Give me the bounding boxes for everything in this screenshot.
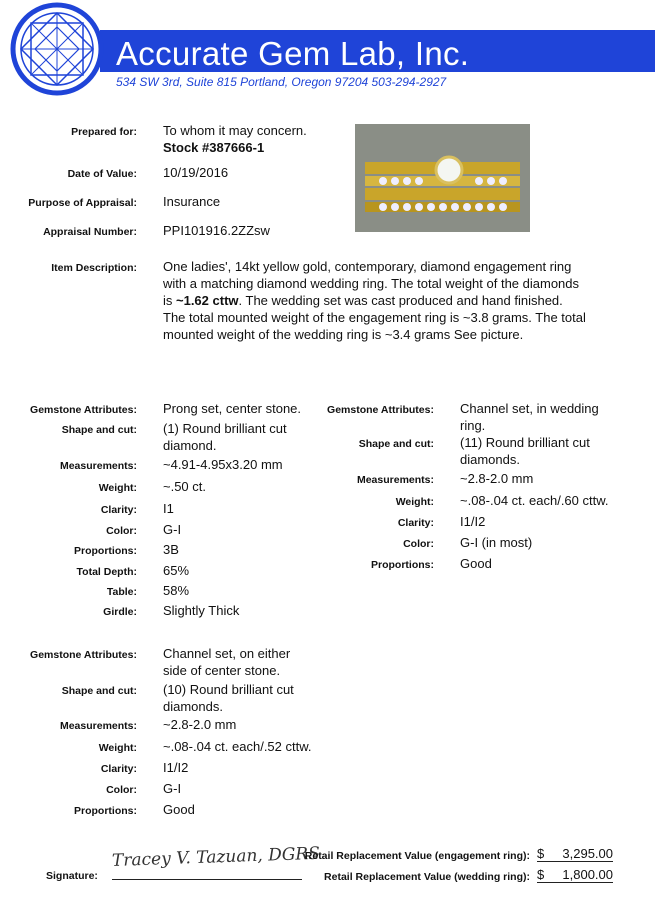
wedding-clarity: I1/I2 bbox=[460, 514, 486, 529]
center-shape-2: diamond. bbox=[163, 438, 217, 453]
wedding-prop: Good bbox=[460, 556, 492, 571]
center-prop-label: Proportions: bbox=[74, 545, 137, 557]
appraisal-number: PPI101916.2ZZsw bbox=[163, 223, 270, 238]
side-attr-label: Gemstone Attributes: bbox=[30, 649, 137, 661]
wedding-value-label: Retail Replacement Value (wedding ring): bbox=[324, 871, 530, 883]
stock-number: Stock #387666-1 bbox=[163, 140, 265, 155]
item-description bbox=[163, 258, 643, 343]
side-attr-2: side of center stone. bbox=[163, 663, 281, 678]
desc-line-1: One ladies', 14kt yellow gold, contemporary, diamond engagement ring bbox=[163, 259, 572, 274]
wedding-clarity-label: Clarity: bbox=[397, 517, 434, 529]
engagement-value bbox=[537, 846, 613, 862]
side-color-label: Color: bbox=[106, 784, 137, 796]
signature-handwriting: Tracey V. Tazuan, DGRS bbox=[111, 843, 321, 871]
center-depth-label: Total Depth: bbox=[76, 566, 137, 578]
desc-line-3 bbox=[163, 292, 643, 309]
center-weight: ~.50 ct. bbox=[163, 479, 206, 494]
gem-logo-icon bbox=[4, 0, 114, 98]
wedding-shape-1: (11) Round brilliant cut bbox=[460, 435, 590, 450]
wedding-color: G-I (in most) bbox=[460, 535, 533, 550]
item-description-label: Item Description: bbox=[51, 262, 137, 274]
total-cttw: ~1.62 cttw bbox=[176, 293, 239, 308]
wedding-prop-label: Proportions: bbox=[371, 559, 434, 571]
prepared-for-value: To whom it may concern. bbox=[163, 123, 307, 138]
side-clarity-label: Clarity: bbox=[100, 763, 137, 775]
side-shape-label: Shape and cut: bbox=[61, 685, 137, 697]
engagement-value-label: Retail Replacement Value (engagement ring): bbox=[304, 850, 530, 862]
center-color: G-I bbox=[163, 522, 182, 537]
wedding-amount: 1,800.00 bbox=[562, 867, 613, 882]
side-attr-1: Channel set, on either bbox=[163, 646, 291, 661]
wedding-value bbox=[537, 867, 613, 883]
center-attr: Prong set, center stone. bbox=[163, 401, 302, 416]
center-color-label: Color: bbox=[106, 525, 137, 537]
side-shape-1: (10) Round brilliant cut bbox=[163, 682, 294, 697]
prepared-for-label: Prepared for: bbox=[71, 126, 137, 138]
signature-line bbox=[111, 843, 321, 880]
center-meas-label: Measurements: bbox=[59, 460, 137, 472]
wedding-shape-2: diamonds. bbox=[460, 452, 520, 467]
engagement-amount: 3,295.00 bbox=[562, 846, 613, 861]
desc-line-5: mounted weight of the wedding ring is ~3.4 grams See picture. bbox=[163, 327, 524, 342]
side-color: G-I bbox=[163, 781, 182, 796]
signature-label: Signature: bbox=[46, 870, 98, 882]
desc-line-4: The total mounted weight of the engagement ring is ~3.8 grams. The total bbox=[163, 310, 586, 325]
center-clarity-label: Clarity: bbox=[100, 504, 137, 516]
date-of-value: 10/19/2016 bbox=[163, 165, 229, 180]
wedding-weight: ~.08-.04 ct. each/.60 cttw. bbox=[460, 493, 609, 508]
center-weight-label: Weight: bbox=[98, 482, 137, 494]
appraisal-number-label: Appraisal Number: bbox=[43, 226, 137, 238]
center-table-label: Table: bbox=[106, 586, 137, 598]
center-attr-label: Gemstone Attributes: bbox=[30, 404, 137, 416]
company-name: Accurate Gem Lab, Inc. bbox=[116, 35, 470, 72]
center-prop: 3B bbox=[163, 542, 179, 557]
wedding-meas: ~2.8-2.0 mm bbox=[460, 471, 534, 486]
purpose-label: Purpose of Appraisal: bbox=[28, 197, 137, 209]
desc-line-3c: . The wedding set was cast produced and hand finished. bbox=[238, 293, 563, 308]
side-shape-2: diamonds. bbox=[163, 699, 223, 714]
engagement-currency: $ bbox=[537, 846, 545, 861]
side-weight: ~.08-.04 ct. each/.52 cttw. bbox=[163, 739, 312, 754]
company-address: 534 SW 3rd, Suite 815 Portland, Oregon 97204 503-294-2927 bbox=[116, 75, 447, 89]
date-of-value-label: Date of Value: bbox=[67, 168, 137, 180]
side-weight-label: Weight: bbox=[98, 742, 137, 754]
side-clarity: I1/I2 bbox=[163, 760, 189, 775]
side-meas: ~2.8-2.0 mm bbox=[163, 717, 237, 732]
wedding-shape-label: Shape and cut: bbox=[358, 438, 434, 450]
wedding-attr-2: ring. bbox=[460, 418, 486, 433]
center-meas: ~4.91-4.95x3.20 mm bbox=[163, 457, 283, 472]
desc-line-2: with a matching diamond wedding ring. The total weight of the diamonds bbox=[163, 276, 580, 291]
desc-line-3a: is bbox=[163, 293, 176, 308]
ring-photo bbox=[355, 124, 530, 232]
center-girdle: Slightly Thick bbox=[163, 603, 240, 618]
wedding-currency: $ bbox=[537, 867, 545, 882]
center-shape-label: Shape and cut: bbox=[61, 424, 137, 436]
center-table: 58% bbox=[163, 583, 190, 598]
wedding-attr-label: Gemstone Attributes: bbox=[327, 404, 434, 416]
wedding-color-label: Color: bbox=[403, 538, 434, 550]
wedding-meas-label: Measurements: bbox=[356, 474, 434, 486]
center-depth: 65% bbox=[163, 563, 190, 578]
side-prop: Good bbox=[163, 802, 195, 817]
side-prop-label: Proportions: bbox=[74, 805, 137, 817]
wedding-attr-1: Channel set, in wedding bbox=[460, 401, 599, 416]
wedding-weight-label: Weight: bbox=[395, 496, 434, 508]
center-girdle-label: Girdle: bbox=[103, 606, 137, 618]
center-clarity: I1 bbox=[163, 501, 174, 516]
purpose-value: Insurance bbox=[163, 194, 221, 209]
side-meas-label: Measurements: bbox=[59, 720, 137, 732]
center-shape-1: (1) Round brilliant cut bbox=[163, 421, 287, 436]
